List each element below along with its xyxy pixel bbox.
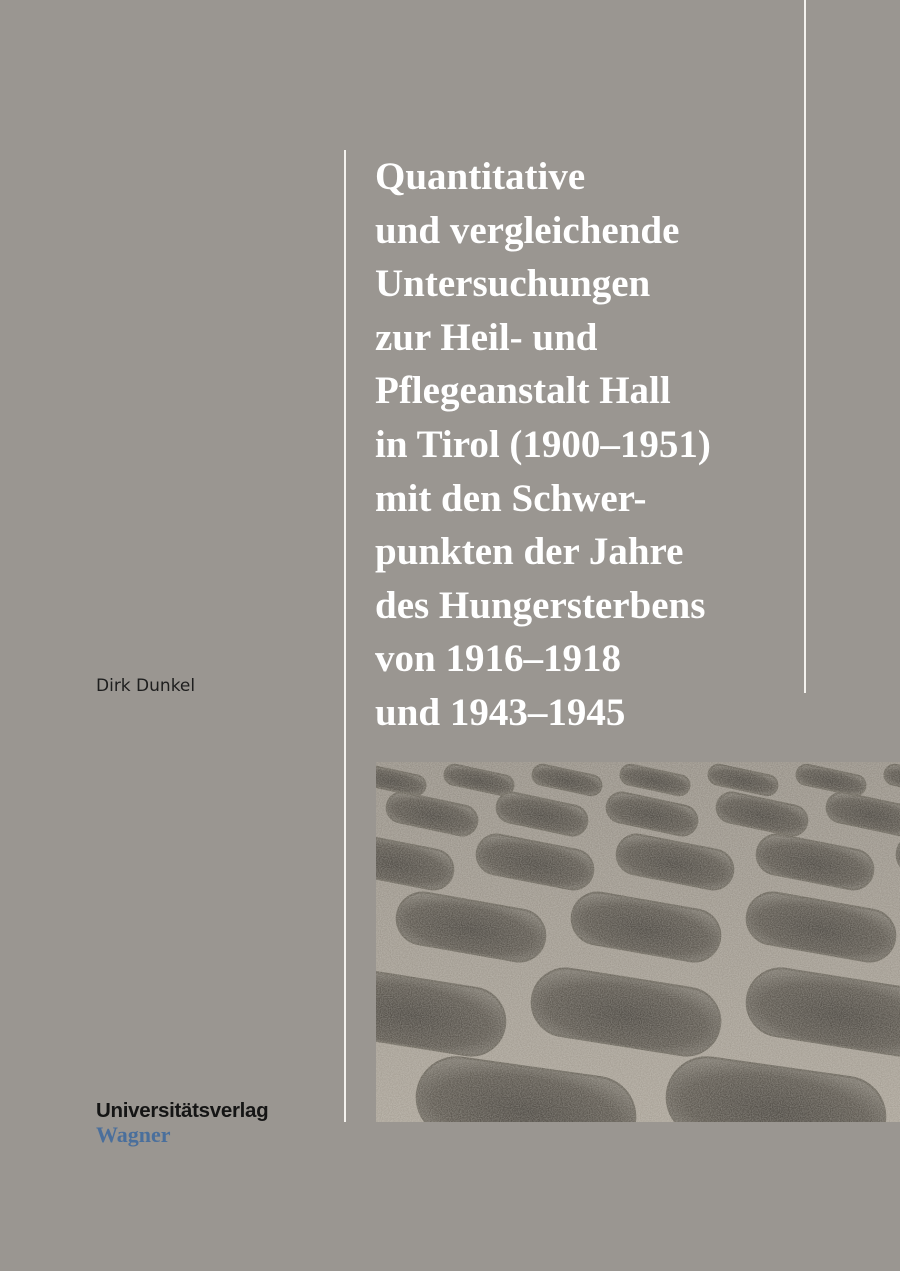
- vertical-divider-right: [804, 0, 806, 693]
- publisher-name-line1: Universitätsverlag: [96, 1099, 269, 1122]
- title-line: und 1943–1945: [375, 690, 626, 734]
- title-line: zur Heil- und: [375, 315, 598, 359]
- title-line: Untersuchungen: [375, 262, 651, 306]
- title-line: mit den Schwer-: [375, 476, 647, 520]
- publisher-name-line2: Wagner: [96, 1122, 171, 1147]
- book-title: [375, 150, 795, 740]
- title-line: Quantitative: [375, 155, 586, 198]
- title-line: des Hungersterbens: [375, 583, 706, 627]
- author-name: Dirk Dunkel: [96, 676, 196, 696]
- title-line: punkten der Jahre: [375, 530, 684, 574]
- cover-photo: [376, 762, 900, 1122]
- title-line: Pflegeanstalt Hall: [375, 369, 671, 413]
- grave-pits-image: [376, 762, 900, 1122]
- title-line: von 1916–1918: [375, 637, 621, 681]
- title-line: und vergleichende: [375, 208, 680, 252]
- vertical-divider-left: [344, 150, 346, 1122]
- publisher-logo: [96, 1099, 268, 1147]
- title-line: in Tirol (1900–1951): [375, 422, 711, 466]
